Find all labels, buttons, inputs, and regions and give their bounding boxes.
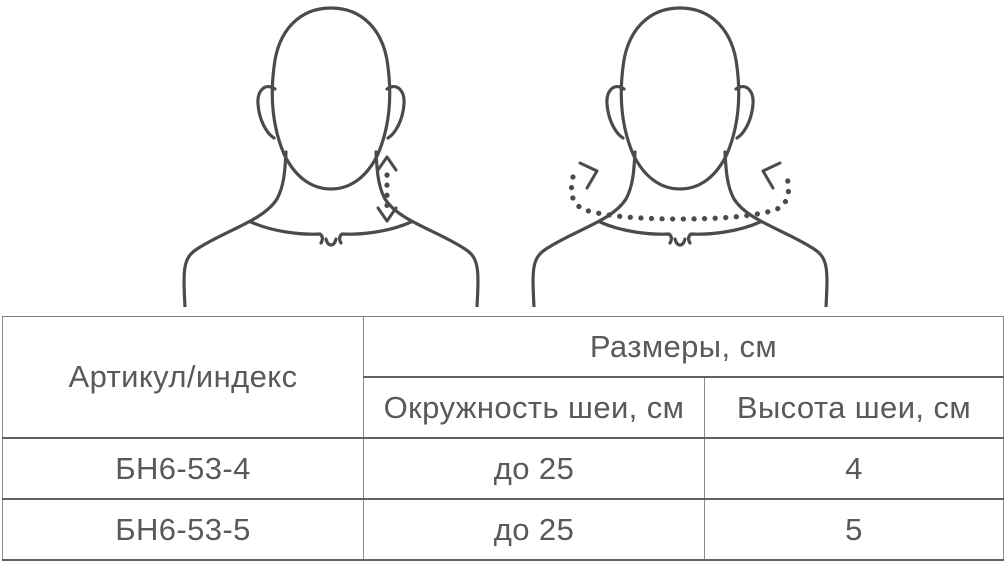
person-front-outline bbox=[533, 8, 827, 307]
table-row bbox=[3, 499, 1004, 560]
circumference-column-header: Окружность шеи, см bbox=[364, 377, 705, 438]
height-cell: 4 bbox=[705, 438, 1004, 499]
neck-circumference-arc-icon bbox=[572, 163, 789, 219]
neck-circumference-diagram bbox=[519, 5, 841, 307]
circumference-cell: до 25 bbox=[364, 499, 705, 560]
size-table bbox=[2, 316, 1004, 561]
neck-height-diagram bbox=[170, 5, 492, 307]
article-cell: БН6-53-4 bbox=[3, 438, 364, 499]
person-front-outline bbox=[184, 8, 478, 307]
circumference-cell: до 25 bbox=[364, 438, 705, 499]
sizes-group-header: Размеры, см bbox=[364, 317, 1004, 378]
article-cell: БН6-53-5 bbox=[3, 499, 364, 560]
table-row bbox=[3, 438, 1004, 499]
height-column-header: Высота шеи, см bbox=[705, 377, 1004, 438]
table-header-row bbox=[3, 317, 1004, 378]
article-column-header: Артикул/индекс bbox=[3, 317, 364, 439]
height-cell: 5 bbox=[705, 499, 1004, 560]
